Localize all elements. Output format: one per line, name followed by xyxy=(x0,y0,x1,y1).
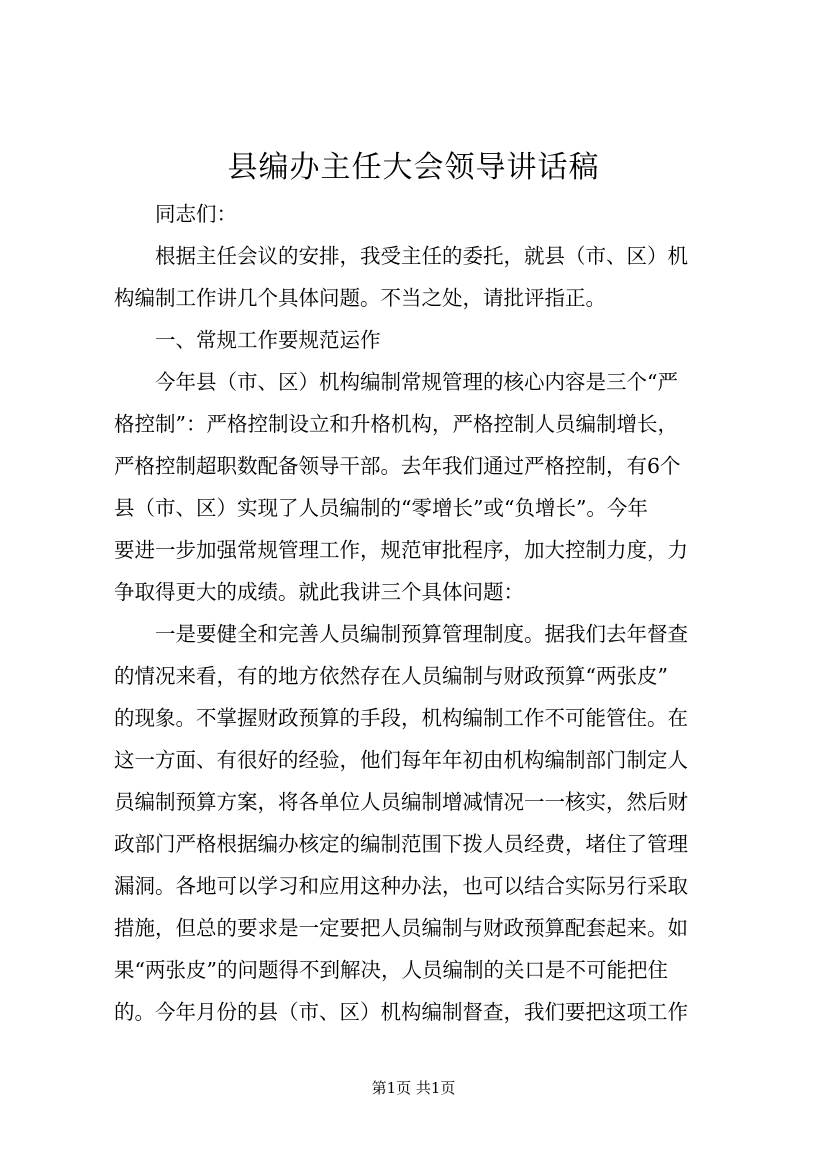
paragraph-line: 根据主任会议的安排，我受主任的委托，就县（市、区）机 xyxy=(155,244,688,268)
paragraph-line: 争取得更大的成绩。就此我讲三个具体问题： xyxy=(114,580,524,604)
paragraph-line: 漏洞。各地可以学习和应用这种办法，也可以结合实际另行采取 xyxy=(114,874,688,898)
paragraph-line: 的现象。不掌握财政预算的手段，机构编制工作不可能管住。在 xyxy=(114,706,688,730)
paragraph-line: 今年县（市、区）机构编制常规管理的核心内容是三个“严 xyxy=(155,370,678,394)
paragraph-line: 的。今年月份的县（市、区）机构编制督查，我们要把这项工作 xyxy=(114,1000,688,1024)
paragraph-line: 格控制”：严格控制设立和升格机构，严格控制人员编制增长， xyxy=(114,412,678,436)
paragraph-line: 的情况来看，有的地方依然存在人员编制与财政预算“两张皮” xyxy=(114,664,668,688)
paragraph-line: 果“两张皮”的问题得不到解决，人员编制的关口是不可能把住 xyxy=(114,958,668,982)
document-title: 县编办主任大会领导讲话稿 xyxy=(227,150,600,185)
paragraph-line: 政部门严格根据编办核定的编制范围下拨人员经费，堵住了管理 xyxy=(114,832,688,856)
paragraph-line: 一是要健全和完善人员编制预算管理制度。据我们去年督查 xyxy=(155,622,688,646)
paragraph-line: 县（市、区）实现了人员编制的“零增长”或“负增长”。今年 xyxy=(114,496,648,520)
salutation: 同志们： xyxy=(155,202,237,226)
paragraph-line: 构编制工作讲几个具体问题。不当之处，请批评指正。 xyxy=(114,286,606,310)
paragraph-line: 这一方面、有很好的经验，他们每年年初由机构编制部门制定人 xyxy=(114,748,688,772)
section-heading: 一、常规工作要规范运作 xyxy=(155,328,381,352)
page-footer: 第1页 共1页 xyxy=(371,1079,456,1097)
paragraph-line: 要进一步加强常规管理工作，规范审批程序，加大控制力度，力 xyxy=(114,538,688,562)
paragraph-line: 严格控制超职数配备领导干部。去年我们通过严格控制，有6个 xyxy=(114,454,681,478)
paragraph-line: 员编制预算方案，将各单位人员编制增减情况一一核实，然后财 xyxy=(114,790,688,814)
paragraph-line: 措施，但总的要求是一定要把人员编制与财政预算配套起来。如 xyxy=(114,916,688,940)
